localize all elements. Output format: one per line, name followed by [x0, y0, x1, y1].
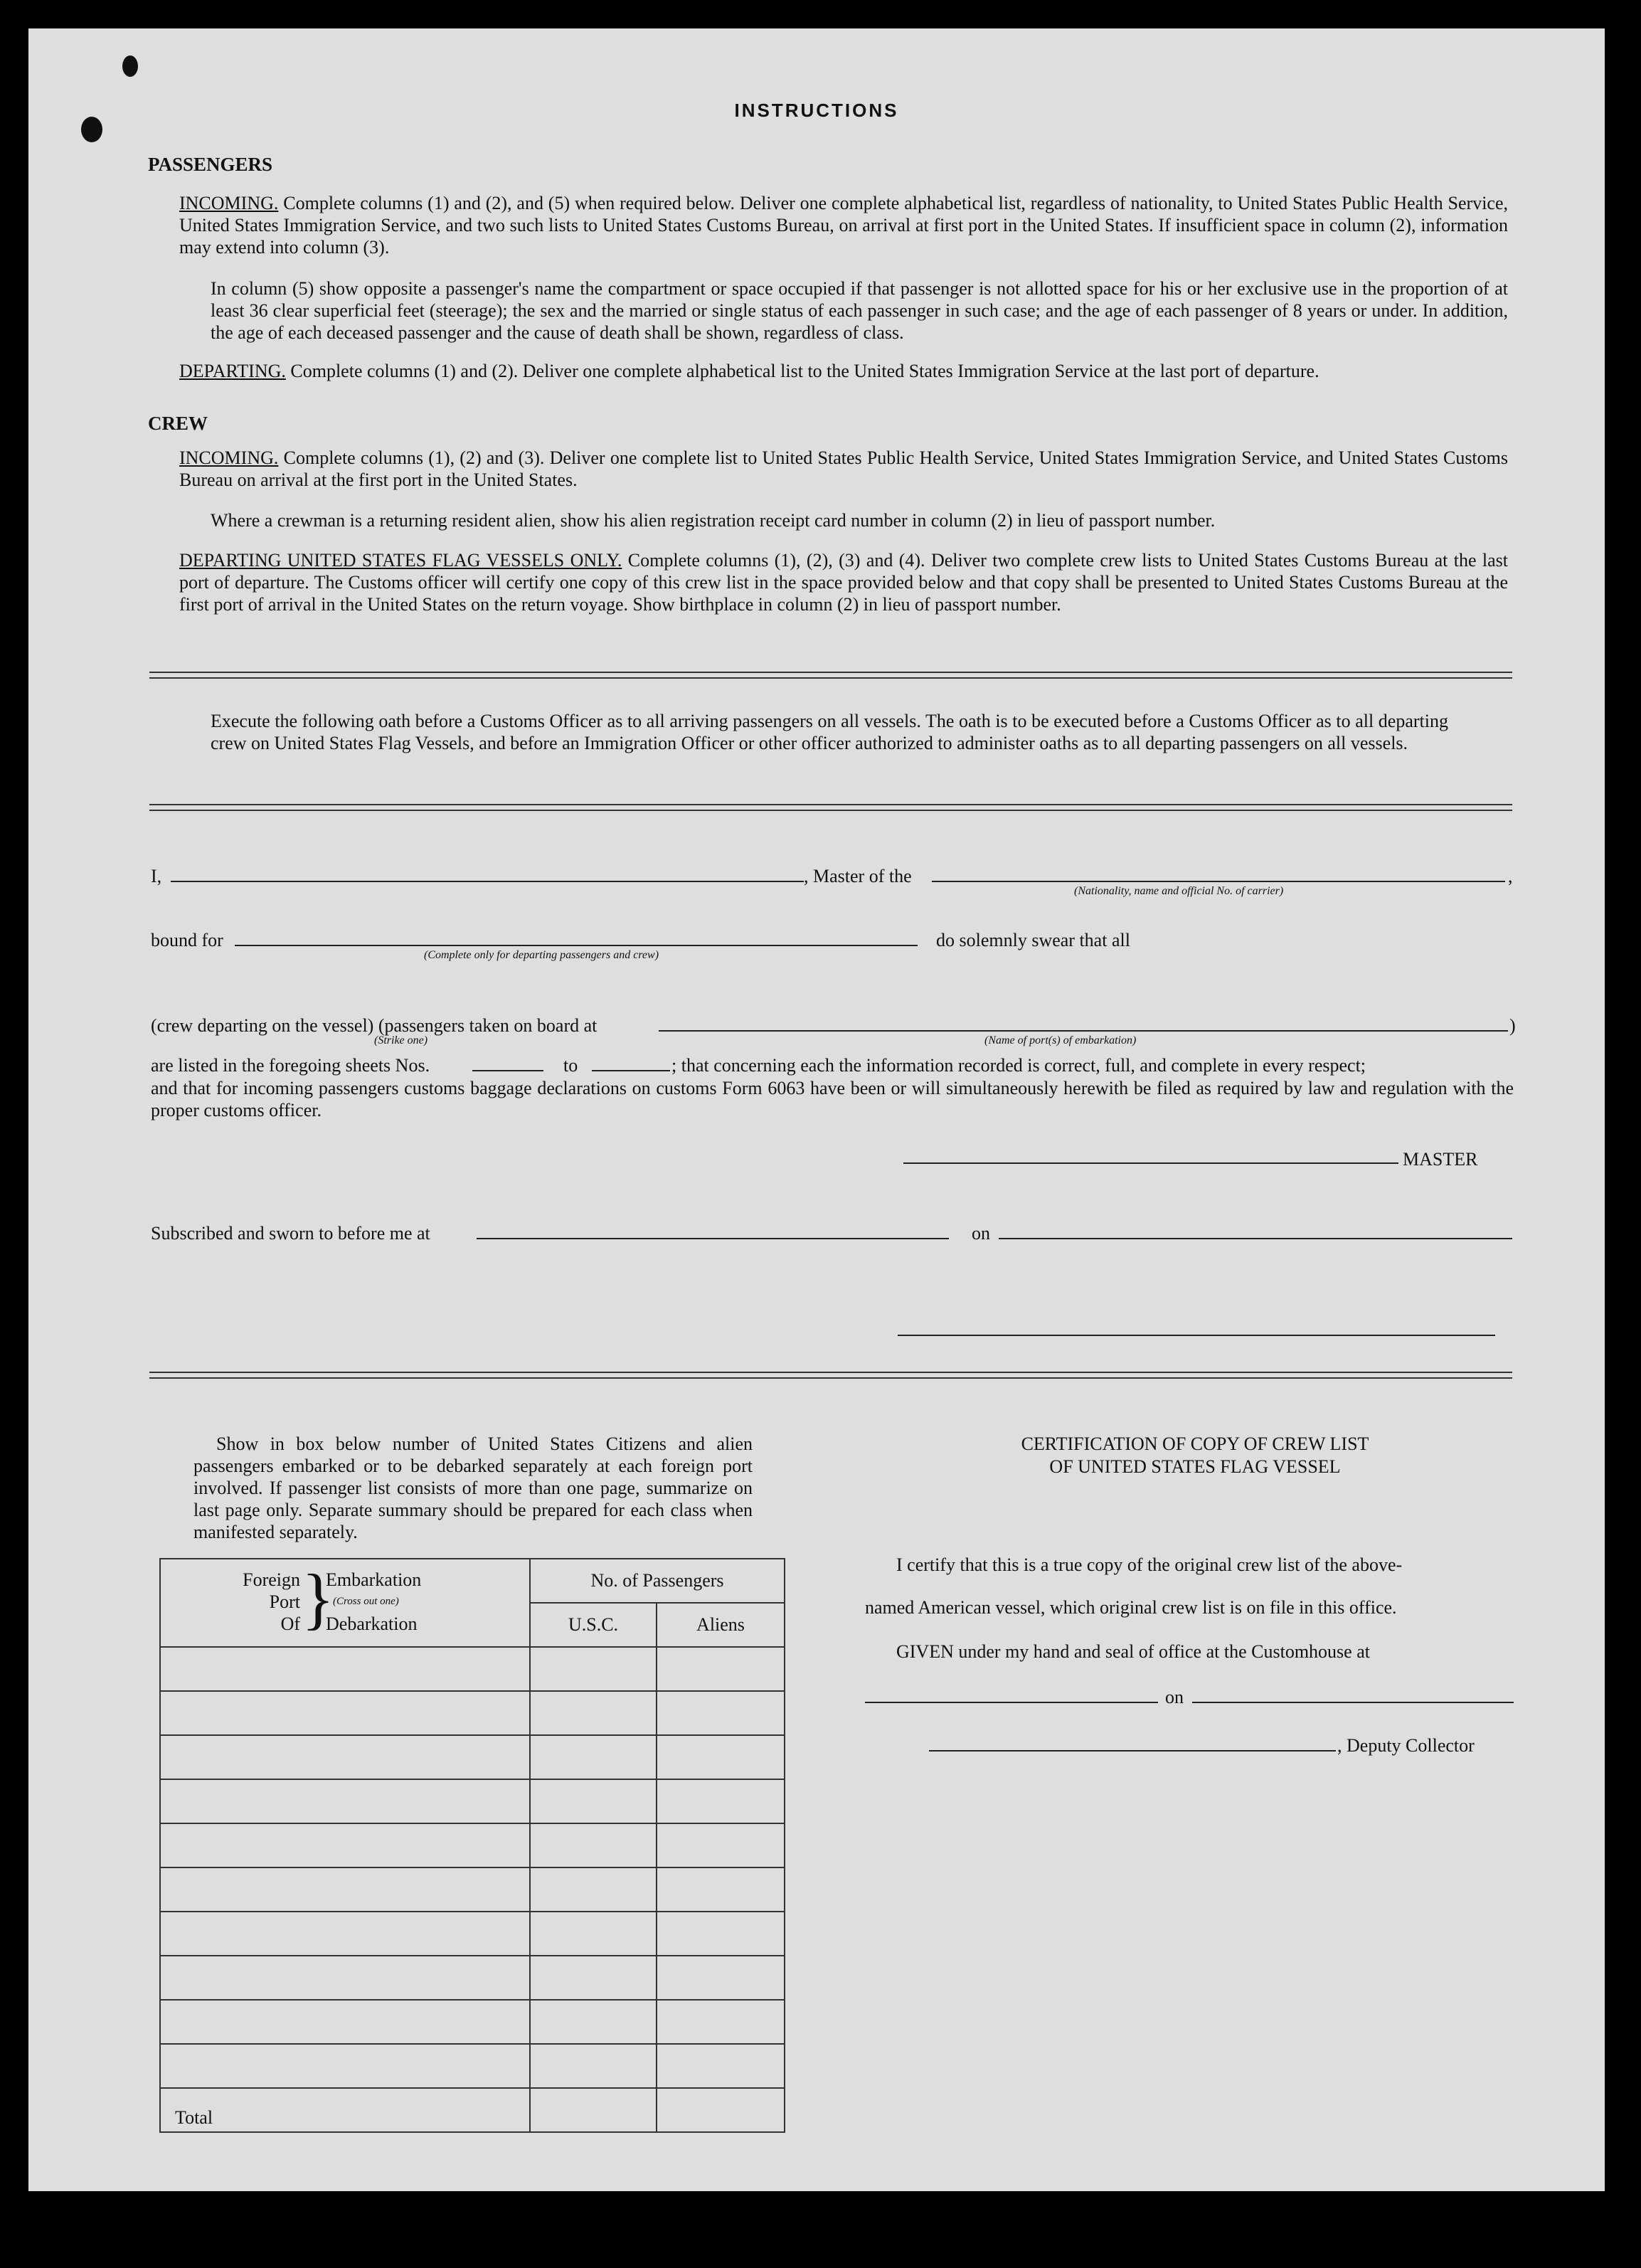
usc-cell[interactable] [530, 1867, 657, 1912]
usc-cell[interactable] [530, 1735, 657, 1779]
section-divider [149, 672, 1512, 679]
do-solemnly-label: do solemnly swear that all [936, 930, 1130, 950]
certification-line3: GIVEN under my hand and seal of office at the Customhouse at [896, 1641, 1370, 1662]
total-label-cell [160, 2088, 530, 2132]
cross-out-caption: (Cross out one) [333, 1596, 399, 1607]
no-of-passengers-header: No. of Passengers [530, 1559, 785, 1603]
to-label: to [563, 1055, 578, 1076]
aliens-cell[interactable] [657, 2000, 785, 2044]
certification-line2: named American vessel, which original crew list is on file in this office. [865, 1597, 1397, 1618]
foreign-label: Foreign [243, 1569, 300, 1590]
aliens-cell[interactable] [657, 1867, 785, 1912]
usc-cell[interactable] [530, 1956, 657, 2000]
passengers-incoming-label: INCOMING. [179, 193, 279, 213]
on-label: on [972, 1223, 990, 1244]
aliens-cell[interactable] [657, 1823, 785, 1867]
aliens-header: Aliens [657, 1603, 785, 1647]
usc-cell[interactable] [530, 2000, 657, 2044]
ink-blot-mark [122, 55, 138, 77]
master-label: MASTER [1403, 1149, 1478, 1170]
form-page [28, 28, 1605, 2191]
port-cell[interactable] [160, 1867, 530, 1912]
certification-title-line1: CERTIFICATION OF COPY OF CREW LIST [1021, 1434, 1369, 1454]
bound-for-label: bound for [151, 930, 223, 950]
port-header-cell [160, 1559, 530, 1647]
master-name-field[interactable] [171, 881, 804, 882]
crew-incoming-paragraph [179, 447, 1508, 491]
passengers-departing-text: Complete columns (1) and (2). Deliver one complete alphabetical list to the United States Immigration Service at the last port of departure. [290, 361, 1319, 381]
deputy-collector-label: , Deputy Collector [1337, 1735, 1475, 1756]
aliens-cell[interactable] [657, 1735, 785, 1779]
passengers-departing-label: DEPARTING. [179, 361, 286, 381]
customhouse-field[interactable] [865, 1702, 1158, 1703]
usc-cell[interactable] [530, 1691, 657, 1735]
close-paren: ) [1509, 1015, 1516, 1036]
crew-departing-text: Complete columns (1), (2), (3) and (4). Deliver two complete crew lists to United States Customs Bureau at the last port of departure. The Customs officer will certify one copy of this crew list in the space provided below and that copy shall be presented to United States Customs Bureau at the first port of arrival in the United States on the return voyage. Show birthplace in column (2) in lieu of passport number. [179, 550, 1508, 615]
sworn-place-field[interactable] [477, 1238, 949, 1239]
carrier-field[interactable] [932, 881, 1505, 882]
aliens-cell[interactable] [657, 1956, 785, 2000]
crew-resident-paragraph: Where a crewman is a returning resident alien, show his alien registration receipt card number in column (2) in lieu of passport number. [211, 510, 1216, 531]
passengers-incoming-paragraph [179, 192, 1508, 258]
debarkation-label: Debarkation [326, 1613, 418, 1634]
of-label: Of [280, 1613, 300, 1634]
aliens-cell[interactable] [657, 1647, 785, 1691]
certification-title [846, 1433, 1544, 1478]
master-signature-field[interactable] [903, 1162, 1398, 1164]
port-cell[interactable] [160, 1956, 530, 2000]
aliens-cell[interactable] [657, 1912, 785, 1956]
port-cell[interactable] [160, 2000, 530, 2044]
listed-prefix: are listed in the foregoing sheets Nos. [151, 1055, 430, 1076]
subscribed-label: Subscribed and sworn to before me at [151, 1223, 430, 1244]
port-caption: (Name of port(s) of embarkation) [984, 1034, 1137, 1046]
section-divider [149, 804, 1512, 811]
section-divider [149, 1372, 1512, 1379]
strike-one-caption: (Strike one) [374, 1034, 428, 1046]
embarkation-label: Embarkation [326, 1569, 422, 1590]
usc-cell[interactable] [530, 2044, 657, 2088]
aliens-total-cell[interactable] [657, 2088, 785, 2132]
master-of-the-label: , Master of the [804, 866, 912, 886]
usc-cell[interactable] [530, 1779, 657, 1823]
embarkation-port-field[interactable] [659, 1030, 1508, 1032]
usc-total-cell[interactable] [530, 2088, 657, 2132]
usc-cell[interactable] [530, 1912, 657, 1956]
aliens-cell[interactable] [657, 1691, 785, 1735]
oath-instructions: Execute the following oath before a Customs Officer as to all arriving passengers on all vessels. The oath is to be executed before a Customs Officer as to all departing crew on United States Flag Vessels, and before an Immigration Officer or other officer authorized to administer oaths as to all departing passengers on all vessels. [211, 711, 1448, 753]
port-cell[interactable] [160, 1647, 530, 1691]
aliens-cell[interactable] [657, 2044, 785, 2088]
oath-i-label: I, [151, 866, 162, 886]
crew-departing-paragraph [179, 549, 1508, 615]
comma-label: , [1508, 866, 1513, 886]
crew-incoming-text: Complete columns (1), (2) and (3). Deliver one complete list to United States Public Health Service, United States Immigration Service, and United States Customs Bureau on arrival at the first port in the United States. [179, 447, 1509, 490]
port-cell[interactable] [160, 1735, 530, 1779]
destination-field[interactable] [235, 945, 918, 946]
passengers-column5-paragraph: In column (5) show opposite a passenger's name the compartment or space occupied if that passenger is not allotted space for his or her exclusive use in the proportion of at least 36 clear superficial feet (steerage); the sex and the married or single status of each passenger in such case; and the age of each passenger of 8 years or under. In addition, the age of each deceased passenger and the cause of death shall be shown, regardless of class. [211, 278, 1508, 343]
certification-date-field[interactable] [1192, 1702, 1514, 1703]
summary-instructions: Show in box below number of United States Citizens and alien passengers embarked or to be debarked separately at each foreign port involved. If passenger list consists of more than one page, summarize on last page only. Separate summary should be prepared for each class when manifested separately. [193, 1434, 753, 1542]
listed-suffix: ; that concerning each the information recorded is correct, full, and complete in every respect; [671, 1055, 1366, 1076]
port-cell[interactable] [160, 1823, 530, 1867]
port-cell[interactable] [160, 1691, 530, 1735]
crew-departing-label: (crew departing on the vessel) (passengers taken on board at [151, 1015, 598, 1036]
port-label: Port [269, 1591, 300, 1612]
aliens-cell[interactable] [657, 1779, 785, 1823]
complete-only-caption: (Complete only for departing passengers and crew) [424, 949, 659, 961]
officer-signature-field[interactable] [898, 1335, 1495, 1336]
passenger-summary-table [159, 1558, 785, 2133]
passengers-heading: PASSENGERS [148, 154, 273, 175]
usc-cell[interactable] [530, 1647, 657, 1691]
usc-cell[interactable] [530, 1823, 657, 1867]
deputy-signature-field[interactable] [929, 1750, 1336, 1752]
crew-incoming-label: INCOMING. [179, 447, 279, 468]
sworn-date-field[interactable] [999, 1238, 1512, 1239]
crew-departing-label: DEPARTING UNITED STATES FLAG VESSELS ONLY. [179, 550, 622, 571]
usc-header: U.S.C. [530, 1603, 657, 1647]
port-cell[interactable] [160, 1779, 530, 1823]
port-cell[interactable] [160, 2044, 530, 2088]
certification-on-label: on [1165, 1687, 1184, 1707]
certification-line1: I certify that this is a true copy of the original crew list of the above- [896, 1554, 1403, 1575]
brace-icon: } [302, 1560, 335, 1636]
passengers-departing-paragraph [179, 360, 1508, 382]
nationality-caption: (Nationality, name and official No. of carrier) [1074, 885, 1284, 897]
certification-title-line2: OF UNITED STATES FLAG VESSEL [1049, 1456, 1341, 1477]
passengers-incoming-text: Complete columns (1) and (2), and (5) when required below. Deliver one complete alphabetical list, regardless of nationality, to United States Public Health Service, United States Immigration Service, and two such lists to United States Customs Bureau, on arrival at first port in the United States. If insufficient space in column (2), information may extend into column (3). [179, 193, 1509, 258]
oath-continuation: and that for incoming passengers customs baggage declarations on customs Form 6063 have been or will simultaneously herewith be filed as required by law and regulation with the proper customs officer. [151, 1078, 1514, 1120]
page-title: INSTRUCTIONS [734, 100, 899, 121]
sheet-to-field[interactable] [592, 1070, 670, 1071]
port-cell[interactable] [160, 1912, 530, 1956]
total-label: Total [175, 2107, 213, 2128]
sheet-from-field[interactable] [472, 1070, 543, 1071]
crew-heading: CREW [148, 413, 208, 434]
